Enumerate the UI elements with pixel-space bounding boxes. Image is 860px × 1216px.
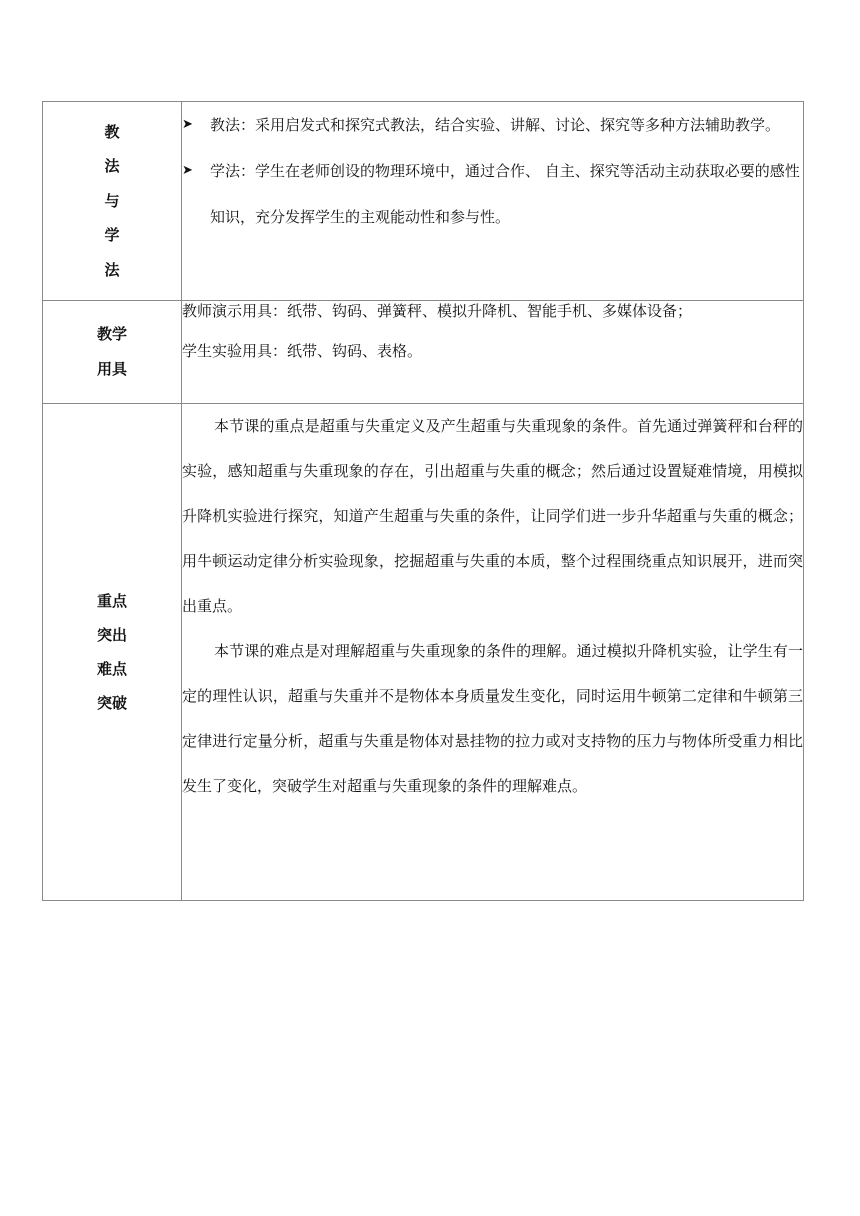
tools-content-cell	[182, 301, 804, 404]
key-points-label-cell	[43, 404, 182, 901]
learning-method-text: 学法：学生在老师创设的物理环境中，通过合作、 自主、探究等活动主动获取必要的感性知识，充分发挥学生的主观能动性和参与性。	[210, 162, 800, 226]
methods-label-char: 法	[104, 260, 120, 279]
arrow-bullet-icon: ➤	[182, 117, 193, 132]
methods-label-char: 法	[104, 157, 120, 176]
key-points-content-cell	[182, 404, 804, 901]
list-item	[182, 102, 803, 148]
student-tools-text: 学生实验用具：纸带、钩码、表格。	[182, 342, 423, 360]
key-points-label-line: 难点	[96, 660, 127, 678]
table-row-methods	[43, 102, 804, 301]
lesson-plan-table	[42, 101, 804, 901]
key-points-label-line: 重点	[96, 592, 127, 610]
difficulty-paragraph: 本节课的难点是对理解超重与失重现象的条件的理解。通过模拟升降机实验，让学生有一定的理性认识，超重与失重并不是物体本身质量发生变化，同时运用牛顿第二定律和牛顿第三定律进行定量分析，超重与失重是物体对悬挂物的拉力或对支持物的压力与物体所受重力相比发生了变化，突破学生对超重与失重现象的条件的理解难点。	[182, 642, 803, 795]
teacher-tools-text: 教师演示用具：纸带、钩码、弹簧秤、模拟升降机、智能手机、多媒体设备；	[182, 302, 693, 320]
table-row-tools	[43, 301, 804, 404]
teaching-method-text: 教法：采用启发式和探究式教法，结合实验、讲解、讨论、探究等多种方法辅助教学。	[210, 116, 781, 134]
list-item	[182, 148, 803, 240]
tools-label-cell	[43, 301, 182, 404]
methods-label-cell	[43, 102, 182, 301]
tools-label-line: 教学	[96, 325, 127, 343]
methods-label-char: 学	[104, 226, 120, 245]
methods-content-cell	[182, 102, 804, 301]
methods-label-char: 与	[104, 191, 120, 210]
key-points-label-line: 突破	[96, 694, 127, 712]
table-row-key-points	[43, 404, 804, 901]
arrow-bullet-icon: ➤	[182, 163, 193, 178]
tools-label-line: 用具	[96, 360, 127, 378]
key-points-label-line: 突出	[96, 626, 127, 644]
key-point-paragraph: 本节课的重点是超重与失重定义及产生超重与失重现象的条件。首先通过弹簧秤和台秤的实验，感知超重与失重现象的存在，引出超重与失重的概念；然后通过设置疑难情境，用模拟升降机实验进行探究，知道产生超重与失重的条件，让同学们进一步升华超重与失重的概念；用牛顿运动定律分析实验现象，挖掘超重与失重的本质，整个过程围绕重点知识展开，进而突出重点。	[182, 417, 803, 615]
methods-label-char: 教	[104, 122, 120, 141]
